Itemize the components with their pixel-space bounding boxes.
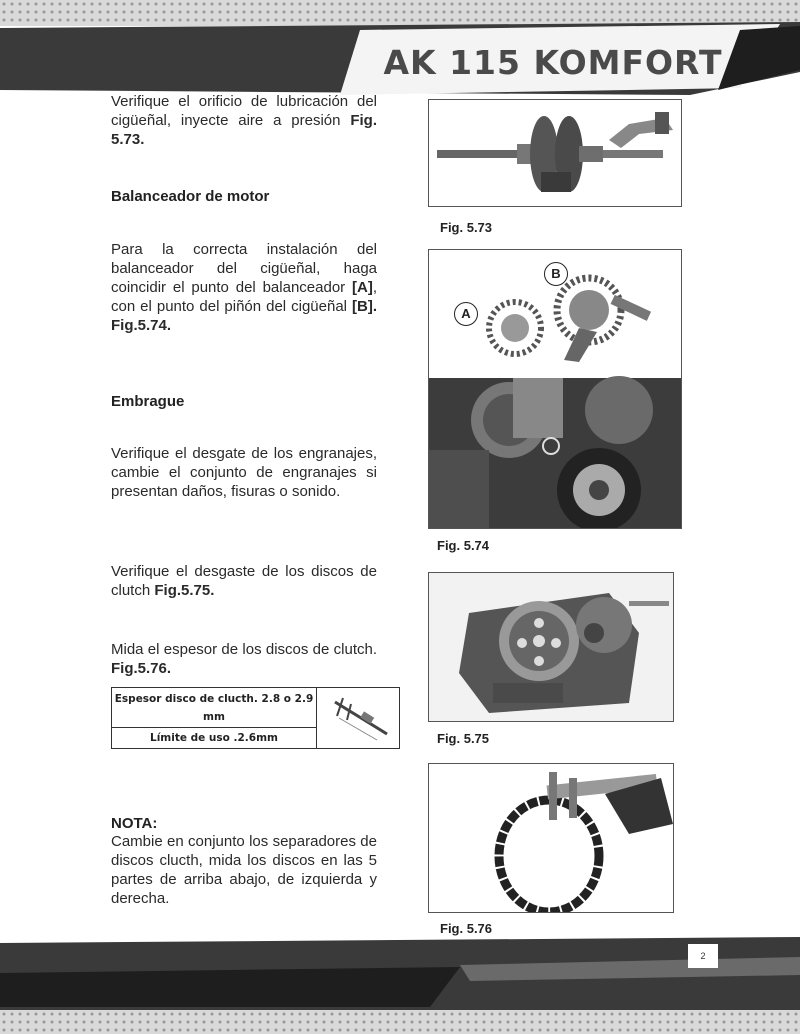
footer-band [0, 935, 800, 1015]
marker-a: A [454, 302, 478, 326]
espesor-paragraph [111, 640, 377, 678]
balanceador-mark-a: [A] [352, 279, 373, 296]
intro-fig-ref: Fig. 5.73. [111, 112, 377, 148]
fig-574-caption: Fig. 5.74 [437, 538, 490, 553]
discos-text: Verifique el desgaste de los discos de clutch [111, 563, 377, 599]
embrague-heading: Embrague [111, 393, 185, 410]
fig-573-caption: Fig. 5.73 [440, 220, 493, 235]
fig-576-caption: Fig. 5.76 [440, 921, 493, 936]
balanceador-text-1: Para la correcta instalación del balanceador del cigüeñal, haga coincidir el punto del balanceador [111, 241, 377, 296]
spec-wear-limit: Límite de uso .2.6mm [112, 728, 317, 749]
intro-paragraph [111, 92, 377, 149]
nota-paragraph: Cambie en conjunto los separadores de discos clucth, mida los discos en las 5 partes de arriba abajo, de izquierda y derecha. [111, 833, 377, 907]
balanceador-text-2: , con el punto del piñón del cigüeñal [111, 279, 378, 315]
intro-text: Verifique el orificio de lubricación del cigüeñal, inyecte aire a presión [111, 93, 377, 129]
nota-heading: NOTA: [111, 815, 158, 832]
balanceador-heading: Balanceador de motor [111, 188, 270, 205]
fig-576-measure-photo [428, 763, 674, 913]
caliper-icon [317, 688, 400, 749]
spec-thickness: Espesor disco de clucth. 2.8 o 2.9 mm [112, 688, 317, 728]
fig-575-clutch-photo [428, 572, 674, 722]
espesor-text: Mida el espesor de los discos de clutch. [111, 641, 377, 658]
page-number: 2 [688, 944, 718, 968]
espesor-fig-ref: Fig.5.76. [111, 660, 172, 677]
balanceador-paragraph [111, 240, 377, 335]
balanceador-mark-b: [B] [352, 298, 373, 315]
footer-dot-pattern [0, 1010, 800, 1034]
discos-fig-ref: Fig.5.75. [154, 582, 215, 599]
spec-table [111, 687, 400, 749]
discos-paragraph [111, 562, 377, 600]
fig-573-crankshaft-photo [428, 99, 682, 207]
balanceador-fig-ref: . Fig.5.74. [111, 298, 377, 334]
embrague-paragraph: Verifique el desgate de los engranajes, cambie el conjunto de engranajes si presentan daños, fisuras o sonido. [111, 445, 377, 500]
marker-b: B [544, 262, 568, 286]
fig-574-balancer-photo [428, 249, 682, 529]
header-title: AK 115 KOMFORT [383, 43, 723, 82]
fig-575-caption: Fig. 5.75 [437, 731, 490, 746]
